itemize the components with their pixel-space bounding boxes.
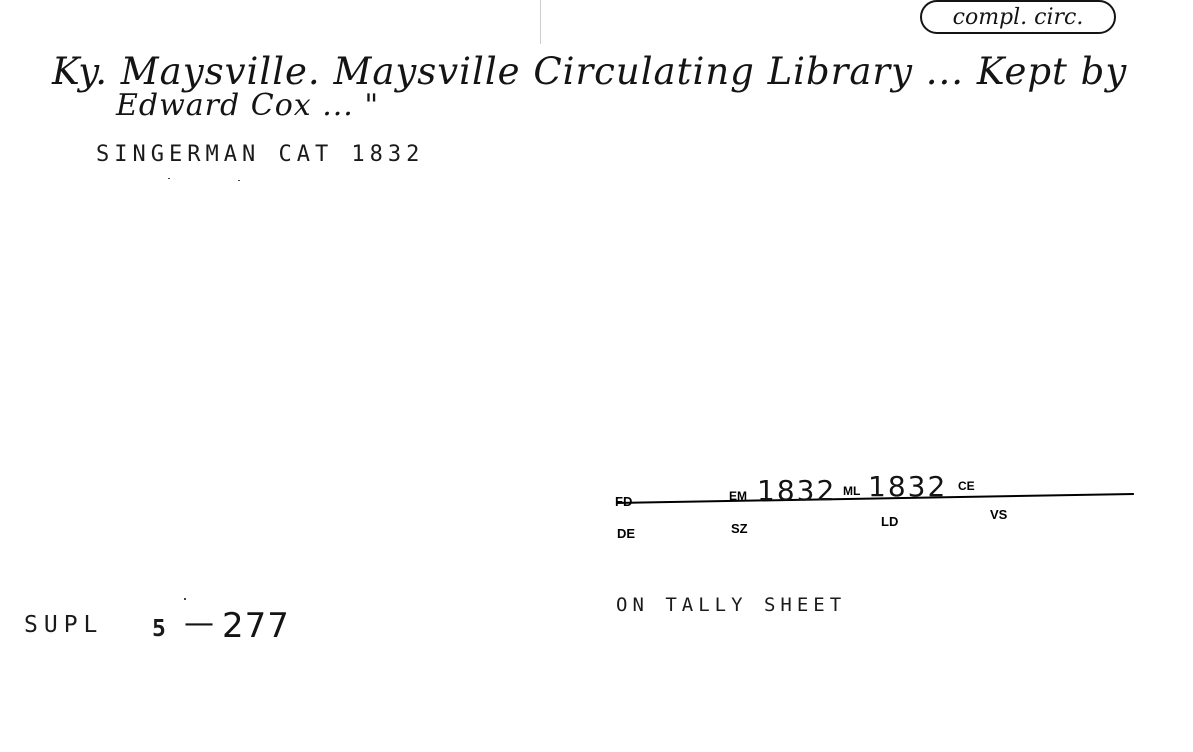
entry-keeper: Edward Cox ... "	[116, 88, 380, 123]
scan-speck	[238, 180, 240, 181]
tally-note: ON TALLY SHEET	[616, 594, 847, 616]
form-label-de: DE	[617, 526, 636, 541]
scan-speck	[168, 178, 170, 179]
form-value-em: 1832	[757, 474, 837, 507]
supplement-value: 277	[222, 606, 290, 646]
supplement-label: SUPL	[24, 612, 104, 638]
form-value-ml: 1832	[868, 470, 948, 503]
scan-speck	[184, 598, 186, 600]
form-label-fd: FD	[615, 494, 633, 509]
scan-mark	[540, 0, 541, 44]
status-badge	[920, 0, 1116, 34]
form-label-ml: ML	[843, 484, 861, 498]
supplement-number: 5	[152, 616, 166, 642]
form-label-sz: SZ	[731, 521, 748, 536]
form-label-ce: CE	[958, 479, 975, 493]
supplement-dash: —	[184, 606, 214, 641]
form-label-ld: LD	[881, 514, 899, 529]
form-label-vs: VS	[990, 507, 1008, 522]
source-reference: SINGERMAN CAT 1832	[96, 142, 425, 167]
status-badge-text: compl. circ.	[952, 4, 1084, 30]
entry-title: Ky. Maysville. Maysville Circulating Library ... Kept by	[52, 50, 1128, 93]
form-label-em: EM	[729, 489, 747, 503]
